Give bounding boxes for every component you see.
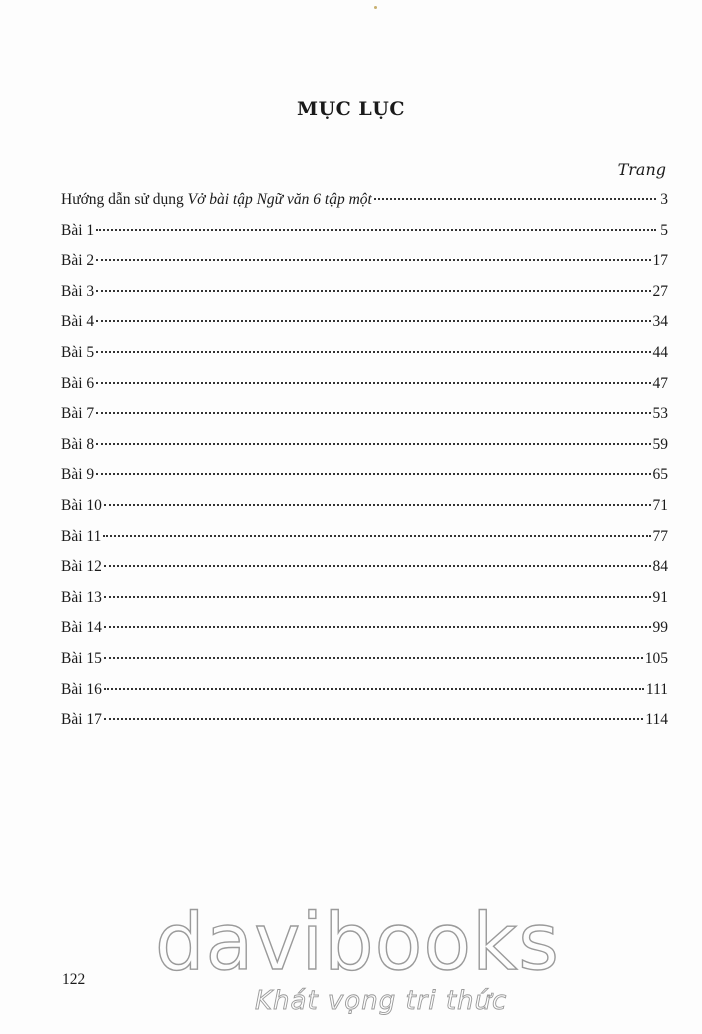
toc-entry-page-number: 91	[652, 588, 668, 606]
toc-entry	[61, 681, 668, 712]
toc-entry-page-number: 77	[652, 527, 668, 545]
toc-entry-page-number: 5	[660, 221, 668, 239]
toc-dot-leader	[96, 351, 650, 353]
toc-dot-leader	[96, 290, 650, 292]
toc-entry-label	[61, 191, 372, 209]
toc-entry	[61, 650, 668, 681]
toc-entry-label-text: Bài 6	[61, 374, 95, 392]
watermark	[155, 898, 560, 1016]
toc-entry	[61, 589, 668, 620]
toc-entry	[61, 375, 668, 406]
toc-entry	[61, 497, 668, 528]
toc-entry-label-italic: Vở bài tập Ngữ văn 6 tập một	[187, 191, 372, 208]
toc-entry	[61, 436, 668, 467]
table-of-contents	[61, 191, 668, 742]
toc-entry-label-text: Bài 8	[61, 435, 95, 453]
toc-dot-leader	[104, 504, 651, 506]
toc-entry-label	[61, 222, 94, 240]
toc-entry-label	[61, 711, 102, 729]
toc-dot-leader	[103, 535, 650, 537]
toc-entry-label-text: Bài 16	[61, 680, 102, 698]
toc-dot-leader	[96, 382, 650, 384]
toc-entry-label-text: Bài 4	[61, 313, 95, 331]
toc-dot-leader	[96, 229, 656, 231]
toc-entry-label-text: Bài 13	[61, 588, 102, 606]
toc-entry	[61, 466, 668, 497]
toc-entry	[61, 313, 668, 344]
watermark-brand: davibooks	[155, 898, 560, 988]
toc-entry-page-number: 105	[644, 649, 668, 667]
toc-entry-page-number: 47	[652, 374, 668, 392]
toc-entry-label-text: Bài 10	[61, 496, 102, 514]
toc-entry-label	[61, 466, 94, 484]
toc-entry-label	[61, 344, 94, 362]
toc-entry-label-text: Bài 11	[61, 527, 102, 545]
toc-entry	[61, 344, 668, 375]
toc-entry-label-text: Bài 9	[61, 466, 95, 484]
toc-entry-label-text: Bài 5	[61, 343, 95, 361]
toc-dot-leader	[104, 565, 651, 567]
toc-entry-label-text: Bài 17	[61, 711, 102, 729]
page-column-header: Trang	[617, 160, 666, 179]
toc-entry	[61, 558, 668, 589]
toc-entry-label	[61, 681, 102, 699]
toc-entry	[61, 252, 668, 283]
toc-entry	[61, 283, 668, 314]
toc-entry-page-number: 53	[652, 405, 668, 423]
toc-entry-label	[61, 252, 94, 270]
toc-entry-label-text: Bài 2	[61, 252, 95, 270]
toc-entry-page-number: 84	[652, 558, 668, 576]
toc-entry-label-text: Bài 1	[61, 221, 95, 239]
toc-entry-label	[61, 375, 94, 393]
toc-entry-page-number: 114	[645, 711, 668, 729]
toc-entry-label	[61, 619, 102, 637]
toc-entry-page-number: 111	[645, 680, 668, 698]
toc-dot-leader	[374, 198, 656, 200]
toc-entry-label	[61, 436, 94, 454]
toc-dot-leader	[96, 259, 650, 261]
toc-entry-page-number: 3	[660, 191, 668, 208]
toc-entry-page-number: 34	[652, 313, 668, 331]
toc-entry-label-text: Bài 3	[61, 282, 95, 300]
toc-entry-label-text: Bài 7	[61, 405, 95, 423]
paper-speck	[374, 6, 377, 9]
toc-entry-label	[61, 589, 102, 607]
toc-entry-label	[61, 650, 102, 668]
toc-dot-leader	[96, 412, 650, 414]
toc-entry-label	[61, 497, 102, 515]
toc-dot-leader	[104, 626, 651, 628]
toc-entry-label-text: Hướng dẫn sử dụng	[61, 191, 188, 208]
toc-entry	[61, 528, 668, 559]
footer-page-number: 122	[62, 971, 86, 988]
watermark-slogan: Khát vọng tri thức	[255, 986, 508, 1016]
toc-dot-leader	[104, 596, 651, 598]
toc-entry-page-number: 27	[652, 282, 668, 300]
page-title: MỤC LỤC	[297, 98, 405, 120]
toc-entry-label	[61, 528, 101, 546]
toc-entry	[61, 191, 668, 222]
toc-dot-leader	[104, 688, 644, 690]
toc-entry-label	[61, 405, 94, 423]
toc-entry-label	[61, 313, 94, 331]
toc-entry	[61, 711, 668, 742]
toc-entry	[61, 619, 668, 650]
toc-dot-leader	[96, 473, 650, 475]
toc-entry-label-text: Bài 15	[61, 649, 102, 667]
toc-entry-label-text: Bài 12	[61, 558, 102, 576]
toc-dot-leader	[96, 320, 650, 322]
toc-entry-page-number: 59	[652, 435, 668, 453]
toc-entry	[61, 405, 668, 436]
toc-entry-page-number: 65	[652, 466, 668, 484]
toc-entry-page-number: 44	[652, 343, 668, 361]
toc-dot-leader	[104, 718, 643, 720]
toc-entry-page-number: 71	[652, 496, 668, 514]
toc-dot-leader	[104, 657, 643, 659]
toc-entry-label	[61, 283, 94, 301]
toc-entry-label	[61, 558, 102, 576]
toc-entry-page-number: 99	[652, 619, 668, 637]
toc-entry-page-number: 17	[652, 252, 668, 270]
toc-entry-label-text: Bài 14	[61, 619, 102, 637]
toc-dot-leader	[96, 443, 650, 445]
toc-entry	[61, 222, 668, 253]
